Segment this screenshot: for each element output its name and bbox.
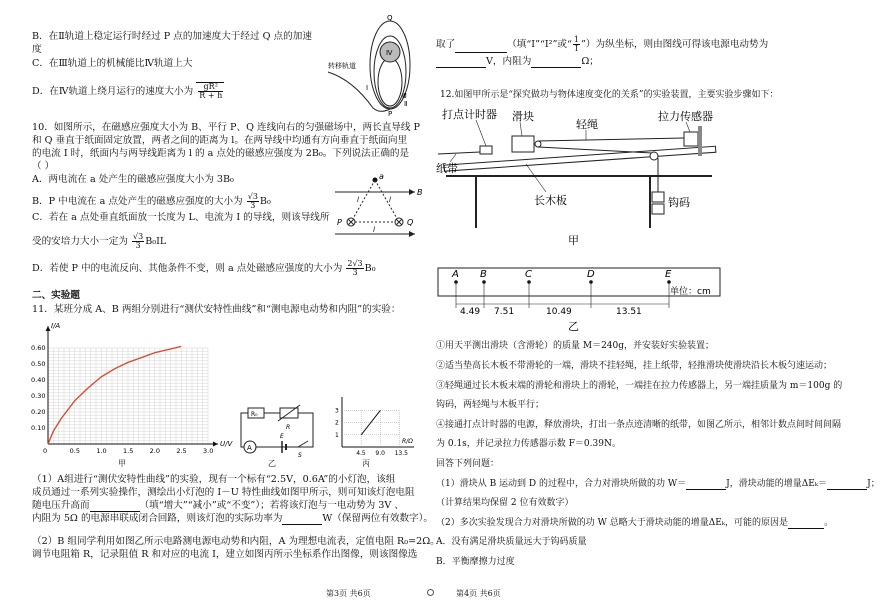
text-segment: （2）多次实验发现合力对滑块所做的功 W 总略大于滑块动能的增量ΔEₖ，可能的原因是 xyxy=(436,518,789,528)
label-q: Q xyxy=(407,218,414,227)
orbit-figure xyxy=(318,10,428,118)
question-1 xyxy=(436,478,880,490)
force-sensor xyxy=(684,132,698,146)
x-tick-label: 3.0 xyxy=(203,447,214,455)
page-footer-left: 第3页 共6页 xyxy=(326,589,371,598)
label-tape: 纸带 xyxy=(436,162,458,175)
hook-weight xyxy=(652,192,664,202)
frac-numerator: gR² xyxy=(198,83,223,92)
distance-cd: 10.49 xyxy=(546,307,572,317)
figure-label-jia: 甲 xyxy=(568,234,579,247)
choice-a: A．没有满足滑块质量远大于钩码质量 xyxy=(436,537,587,547)
question-2 xyxy=(436,517,833,529)
text-segment: W（保留两位有效数字）。 xyxy=(322,513,434,524)
label-l-base: l xyxy=(373,226,375,234)
y-tick-label: 0.30 xyxy=(31,392,46,400)
paper-tape xyxy=(438,152,480,154)
figure-label-jia: 甲 xyxy=(118,459,126,468)
text-segment: 取了 xyxy=(436,39,456,50)
switch-icon xyxy=(298,441,308,447)
q9-option-c: C．在Ⅲ轨道上的机械能比Ⅳ轨道上大 xyxy=(32,58,193,69)
callout-line xyxy=(476,120,486,146)
x-tick-label: 13.5 xyxy=(394,450,408,457)
step-3-line2: 钩码，两轻绳与木板平行； xyxy=(436,400,545,410)
rope-upper xyxy=(538,138,684,141)
label-r0: R₀ xyxy=(251,411,258,418)
callout-line xyxy=(450,154,456,162)
text-segment: 内阻为 5Ω 的电源串联成闭合回路，则该灯泡的实际功率为 xyxy=(32,513,283,524)
slider-pulley xyxy=(535,141,541,147)
step-3-line1: ③轻绳通过长木板末端的滑轮和滑块上的滑轮，一端挂在拉力传感器上，另一端挂质量为 m＝100g 的 xyxy=(436,381,843,391)
text-segment: （1）滑块从 B 运动到 D 的过程中，合力对滑块所做的功 W＝ xyxy=(436,479,687,489)
q10-stem-4: （ ） xyxy=(32,161,55,172)
rope-lower xyxy=(538,147,652,153)
label-i: Ⅰ xyxy=(366,84,369,92)
frac-numerator: √3 xyxy=(247,192,258,201)
choice-b: B．平衡摩擦力过度 xyxy=(436,557,515,567)
graph-bing xyxy=(330,395,422,459)
callout-line xyxy=(520,122,522,136)
q9-option-b-line1: B．在Ⅱ轨道上稳定运行时经过 P 点的加速度大于经过 Q 点的加速 xyxy=(32,31,312,42)
hook-weight xyxy=(652,204,664,214)
q10-stem-3: 的电流 I 时，纸面内与两导线距离为 l 的 a 点处的磁感应强度为 2B₀。下列说法正确的是 xyxy=(32,148,410,159)
q11-part1-line4 xyxy=(32,513,433,525)
y-tick-label: 0.20 xyxy=(31,408,46,416)
q10-option-c-unit: B₀IL xyxy=(145,236,167,247)
answer-blank[interactable] xyxy=(282,514,322,525)
label-ii: Ⅱ xyxy=(404,100,408,108)
circuit-figure xyxy=(236,405,321,457)
board-pulley xyxy=(650,152,658,160)
q10-option-a: A．两电流在 a 处产生的磁感应强度大小为 3B₀ xyxy=(32,174,234,185)
step-2: ②适当垫高长木板不带滑轮的一端，滑块不挂轻绳，挂上纸带，轻推滑块使滑块沿长木板匀速运动； xyxy=(436,361,833,371)
x-tick-label: 4.5 xyxy=(356,450,366,457)
q11-part1-line3 xyxy=(32,500,404,512)
label-iii: Ⅲ xyxy=(402,92,407,100)
q12-stem: 12.如图甲所示是“探究做功与物体速度变化的关系”的实验装置，主要实验步骤如下： xyxy=(440,90,779,100)
wall-mount xyxy=(698,126,702,156)
label-b: B xyxy=(417,188,423,197)
magnetic-field-figure xyxy=(325,170,425,248)
section-title: 二、实验题 xyxy=(32,290,80,301)
text-segment: ”）为纵坐标，则由图线可得该电源电动势为 xyxy=(581,39,769,50)
q11-part1-line2: 成员通过一系列实验操作，测绘出小灯泡的 I－U 特性曲线如图甲所示，则可知该灯泡电阻 xyxy=(32,487,415,498)
arrow-head-icon xyxy=(409,231,415,237)
answer-blank[interactable] xyxy=(531,57,581,68)
figure-label-yi: 乙 xyxy=(268,459,276,468)
y-arrow-icon xyxy=(46,326,51,331)
q11-continued-line2 xyxy=(436,56,599,68)
label-p: P xyxy=(388,110,393,118)
frac-denominator: I xyxy=(574,44,579,53)
svg-text:D: D xyxy=(587,269,595,280)
answer-blank[interactable] xyxy=(436,57,486,68)
ammeter-letter: A xyxy=(247,444,252,452)
text-segment: （填“I”“I²”或“ xyxy=(507,39,572,50)
q10-option-c-line2 xyxy=(32,233,166,250)
text-segment: 随电压升高而 xyxy=(32,500,90,511)
frac-denominator: R + h xyxy=(199,91,223,100)
label-transfer: 转移轨道 xyxy=(328,62,356,70)
q10-stem-2: 和 Q 垂直于纸面固定放置，两者之间的距离为 l。在两导线中均通有方向垂直于纸面向里 xyxy=(32,135,408,146)
answer-heading: 回答下列问题： xyxy=(436,459,500,469)
answer-blank-reason[interactable] xyxy=(788,518,824,529)
x-tick-label: 2.0 xyxy=(149,447,161,455)
q11-continued-line1 xyxy=(436,36,768,53)
callout-line xyxy=(526,164,546,192)
label-e: E xyxy=(280,433,284,440)
label-slider: 滑块 xyxy=(512,110,534,123)
y-axis-label: I/A xyxy=(51,322,61,330)
label-s: S xyxy=(298,452,302,459)
q11-part1-line1: （1）A组进行“测伏安特性曲线”的实验，现有一个标有“2.5V，0.6A”的小灯泡，该组 xyxy=(32,474,396,485)
label-a: a xyxy=(379,172,384,181)
frac-numerator: 2√3 xyxy=(347,259,363,268)
x-tick-label: 0 xyxy=(43,447,48,455)
arrow-head-icon xyxy=(409,189,415,195)
q10-option-c-line1: C．若在 a 点处垂直纸面放一长度为 L、电流为 I 的导线，则该导线所 xyxy=(32,212,330,223)
y-tick-label: 1 xyxy=(335,431,339,439)
q9-option-b-line2: 度 xyxy=(32,44,42,55)
frac-numerator: 1 xyxy=(573,35,580,44)
distance-bc: 7.51 xyxy=(494,307,515,317)
text-segment: （填“增大”“减小”或“不变”）；若将该灯泡与一电动势为 3V 、 xyxy=(139,500,404,511)
label-timer: 打点计时器 xyxy=(442,108,497,121)
text-segment: Ω； xyxy=(581,56,599,67)
x-tick-label: 9.0 xyxy=(375,450,385,457)
svg-text:A: A xyxy=(452,269,459,280)
q9-option-d-text: D．在Ⅳ轨道上绕月运行的速度大小为 xyxy=(32,86,194,97)
frac-denominator: 3 xyxy=(250,201,256,210)
page-4 xyxy=(432,0,880,607)
y-tick-label: 3 xyxy=(335,407,339,415)
question-1-note: （计算结果均保留 2 位有效数字） xyxy=(436,498,574,508)
sqrt-expression xyxy=(196,82,224,100)
y-tick-label: 0.50 xyxy=(31,360,46,368)
label-l-right: l xyxy=(389,196,391,204)
text-segment: J； xyxy=(867,479,880,489)
x-tick-label: 2.5 xyxy=(176,447,187,455)
x-arrow-icon xyxy=(213,442,218,447)
x-tick-label: 1.0 xyxy=(96,447,107,455)
distance-ab: 4.49 xyxy=(460,307,481,317)
q10-option-d-text: D．若使 P 中的电流反向、其他条件不变，则 a 点处磁感应强度的大小为 xyxy=(32,263,343,274)
label-l-left: l xyxy=(357,196,359,204)
label-sensor: 拉力传感器 xyxy=(658,110,713,123)
unit-label: 单位：cm xyxy=(670,287,711,297)
x-axis-label: U/V xyxy=(220,440,233,448)
x-tick-label: 1.5 xyxy=(123,447,134,455)
answer-blank[interactable] xyxy=(455,42,507,53)
distance-de: 13.51 xyxy=(616,307,642,317)
text-segment: 。 xyxy=(824,518,834,528)
timer-device xyxy=(480,146,492,154)
q10-option-d xyxy=(32,260,376,277)
q11-part2-line2: 调节电阻箱 R，记录阻值 R 和对应的电流 I，建立如图丙所示坐标系作出图像，则该图像选 xyxy=(32,549,418,560)
label-hook: 钩码 xyxy=(668,196,690,209)
label-q: Q xyxy=(387,14,393,22)
figure-label-yi: 乙 xyxy=(568,320,579,333)
text-segment: J，滑块动能的增量ΔEₖ＝ xyxy=(726,479,828,489)
y-tick-label: 0.10 xyxy=(31,424,46,432)
q9-option-d xyxy=(32,82,224,100)
y-tick-label: 0.60 xyxy=(31,344,46,352)
q10-option-d-unit: B₀ xyxy=(364,263,376,274)
experiment-setup-figure xyxy=(436,108,726,258)
label-r: R xyxy=(286,424,291,431)
q10-option-b-unit: B₀ xyxy=(259,196,271,207)
orbit-iv xyxy=(378,58,402,106)
text-segment: V，内阻为 xyxy=(486,56,532,67)
q11-part2-line1: （2）B 组同学利用如图乙所示电路测电源电动势和内阻，A 为理想电流表，定值电阻 R₀=2Ω。 xyxy=(32,536,440,547)
dashed-side-right xyxy=(375,180,399,222)
q10-stem-1: 10．如图所示，在磁感应强度大小为 B、平行 P、Q 连线向右的匀强磁场中，两长直导线 P xyxy=(32,122,421,133)
y-tick-label: 2 xyxy=(335,419,339,427)
frac-denominator: 3 xyxy=(352,268,358,277)
iu-curve xyxy=(48,346,181,444)
iu-characteristic-chart xyxy=(30,318,233,458)
step-4-line1: ④接通打点计时器的电源，释放滑块，打出一条点迹清晰的纸带，如图乙所示，相邻计数点间时间间隔 xyxy=(436,420,842,430)
label-iv: Ⅳ xyxy=(386,49,393,57)
label-rope: 轻绳 xyxy=(576,118,598,131)
answer-blank[interactable] xyxy=(90,501,140,512)
dashed-side-left xyxy=(351,180,375,222)
x-axis-label: R/Ω xyxy=(402,438,413,445)
slider-block xyxy=(512,136,534,152)
callout-line xyxy=(686,122,690,132)
paper-tape-figure xyxy=(436,262,724,332)
answer-blank-energy[interactable] xyxy=(827,479,867,490)
answer-blank-work[interactable] xyxy=(686,479,726,490)
q10-option-b xyxy=(32,193,271,210)
step-4-line2: 为 0.1s，并记录拉力传感器示数 F＝0.39N。 xyxy=(436,439,621,449)
frac-numerator: √3 xyxy=(133,232,144,241)
label-p: P xyxy=(337,218,342,227)
figure-label-bing: 丙 xyxy=(362,459,370,468)
y-tick-label: 0.40 xyxy=(31,376,46,384)
step-1: ①用天平测出滑块（含滑轮）的质量 M＝240g，并安装好实验装置； xyxy=(436,341,715,351)
svg-text:B: B xyxy=(480,269,487,280)
q10-option-b-text: B．P 中电流在 a 点处产生的磁感应强度的大小为 xyxy=(32,196,243,207)
svg-text:E: E xyxy=(665,269,672,280)
q10-option-c-text: 受的安培力大小一定为 xyxy=(32,236,128,247)
frac-denominator: 3 xyxy=(135,241,141,250)
page-footer-right: 第4页 共6页 xyxy=(456,589,501,598)
svg-text:C: C xyxy=(525,269,532,280)
x-tick-label: 0.5 xyxy=(69,447,81,455)
transfer-orbit-path xyxy=(328,72,390,111)
label-board: 长木板 xyxy=(534,194,567,207)
q11-stem: 11．某班分成 A、B 两组分别进行“测伏安特性曲线”和“测电源电动势和内阻”的实验： xyxy=(32,304,401,315)
